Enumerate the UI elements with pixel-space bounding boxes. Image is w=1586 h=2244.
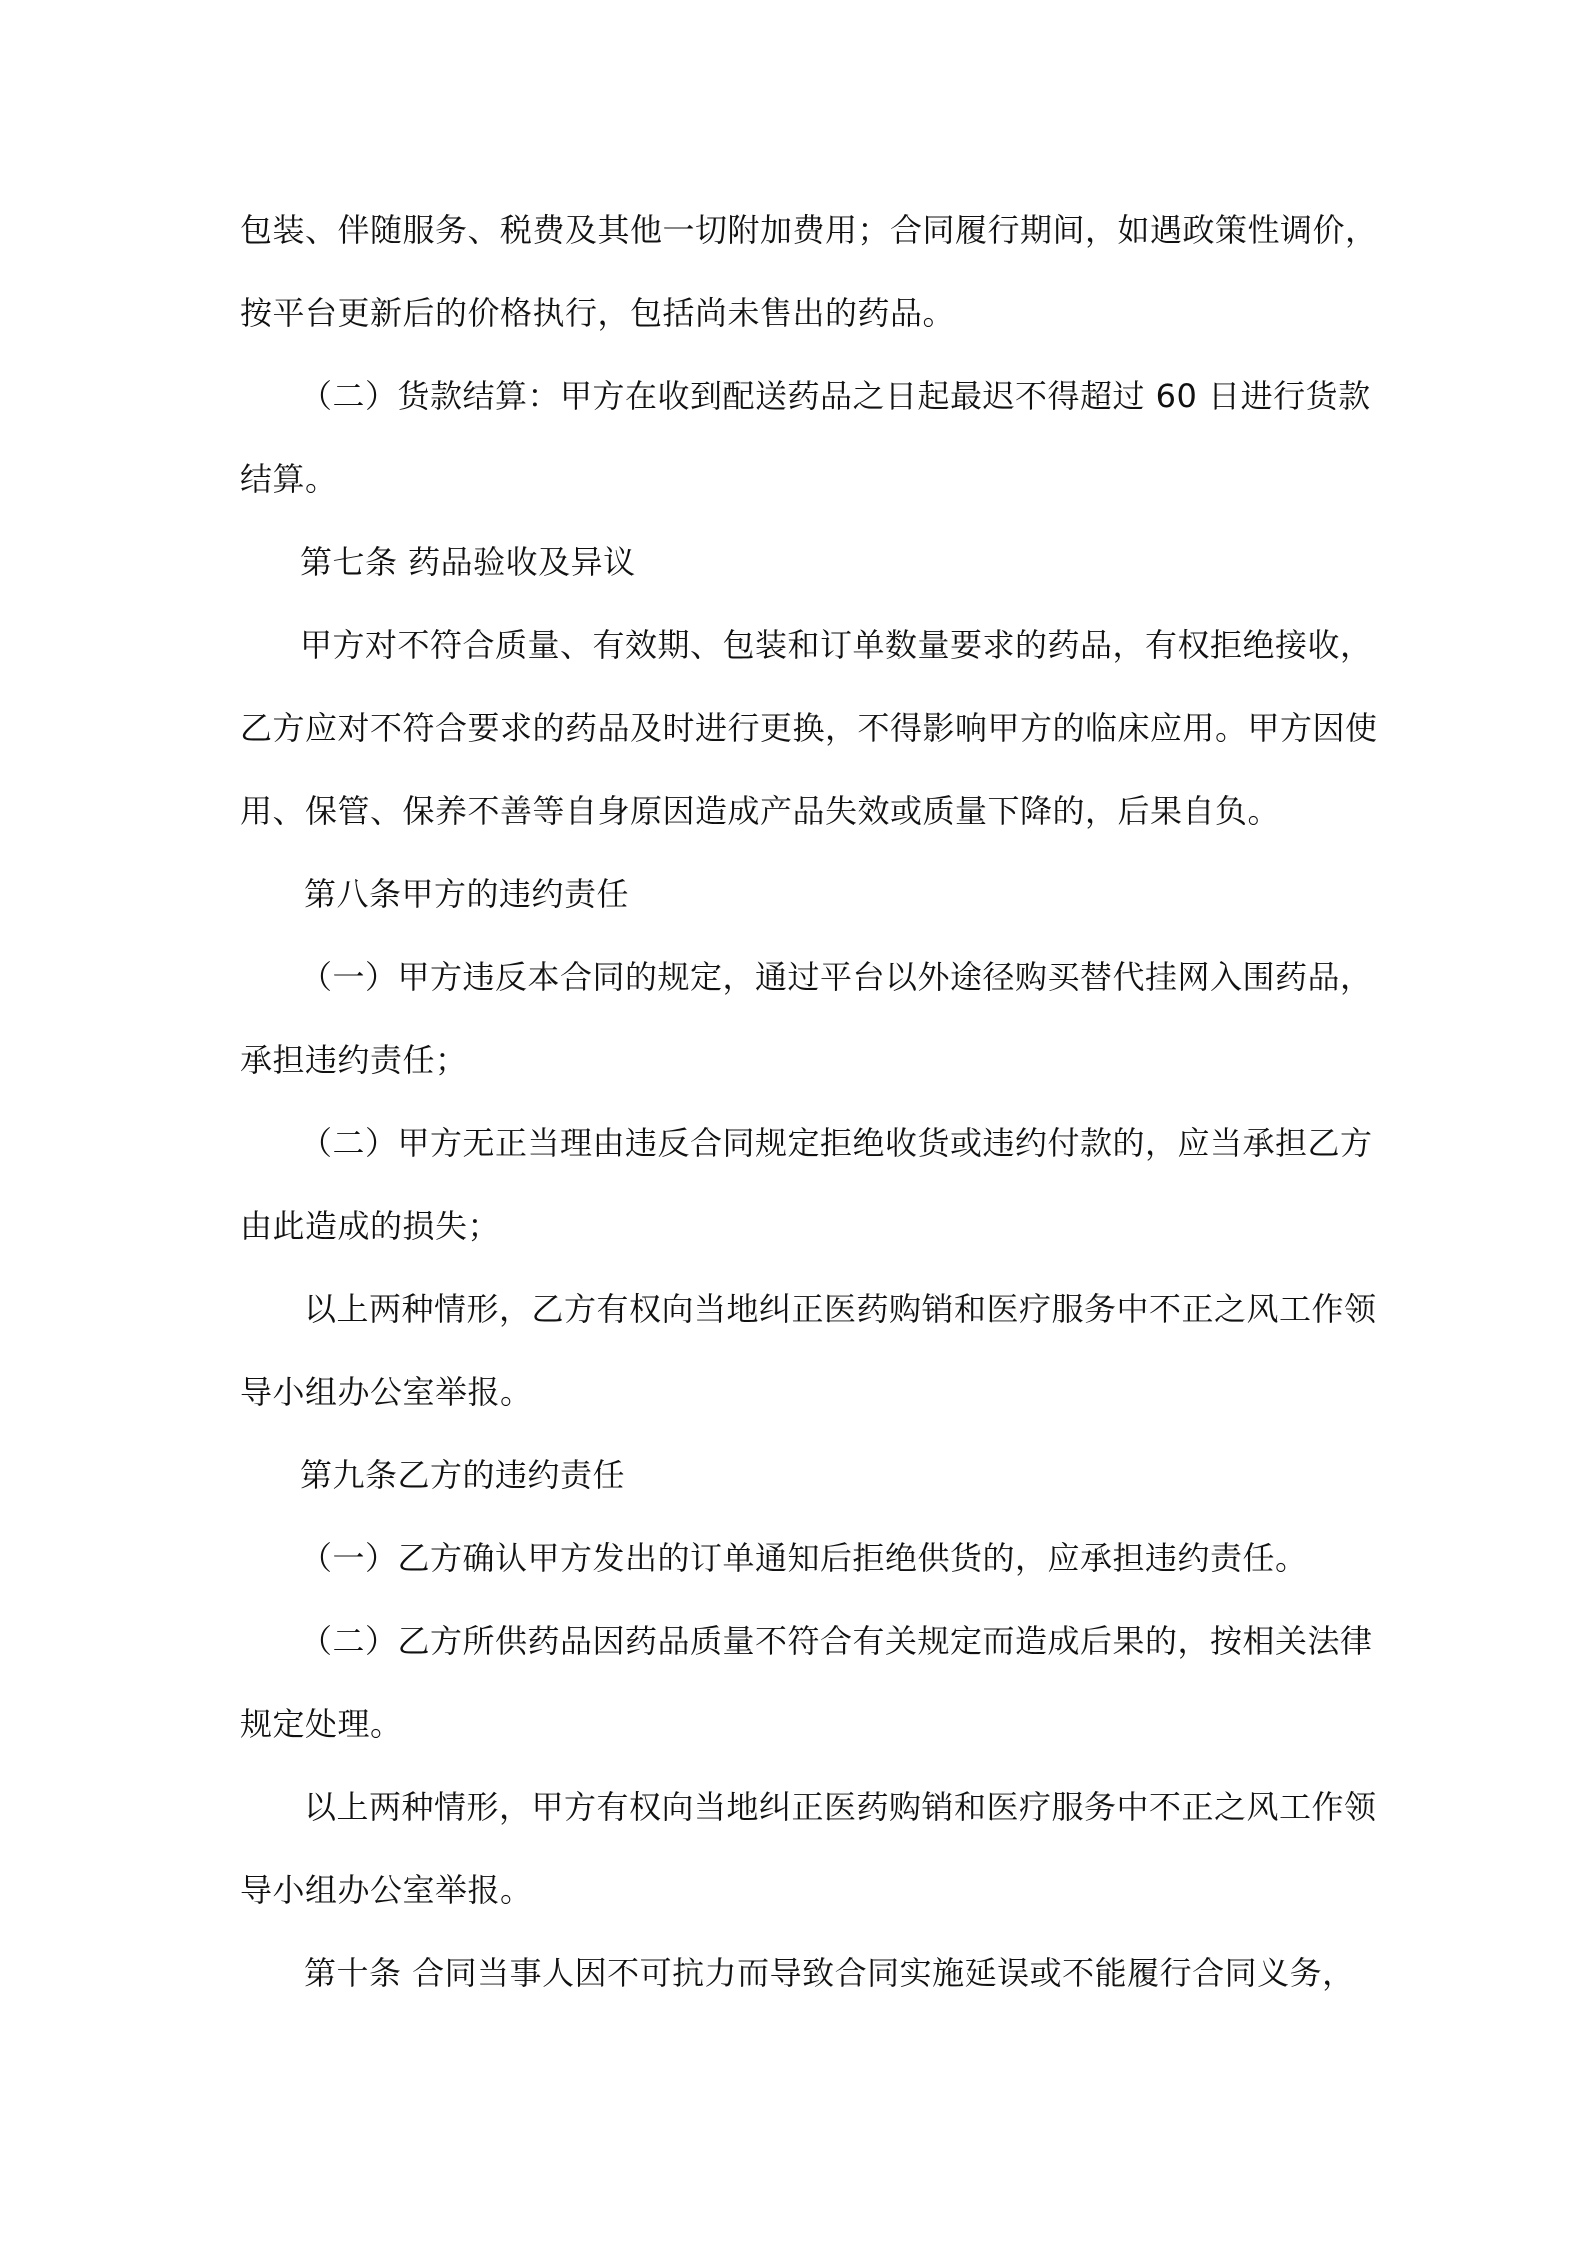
body-line: （二）甲方无正当理由违反合同规定拒绝收货或违约付款的，应当承担乙方 (300, 1124, 1373, 1162)
body-line: 导小组办公室举报。 (240, 1871, 533, 1909)
body-line: 导小组办公室举报。 (240, 1373, 533, 1411)
body-line: 由此造成的损失； (240, 1207, 501, 1245)
body-line: （二）货款结算：甲方在收到配送药品之日起最迟不得超过 60 日进行货款 (300, 377, 1371, 415)
body-line: （一）乙方确认甲方发出的订单通知后拒绝供货的，应承担违约责任。 (300, 1539, 1308, 1577)
body-line: 以上两种情形，甲方有权向当地纠正医药购销和医疗服务中不正之风工作领 (304, 1788, 1377, 1826)
body-line: 按平台更新后的价格执行，包括尚未售出的药品。 (240, 294, 956, 332)
article-heading: 第八条甲方的违约责任 (304, 875, 630, 913)
body-line: （二）乙方所供药品因药品质量不符合有关规定而造成后果的，按相关法律 (300, 1622, 1373, 1660)
body-line: 承担违约责任； (240, 1041, 468, 1079)
article-heading: 第七条 药品验收及异议 (300, 543, 636, 581)
body-line: 包装、伴随服务、税费及其他一切附加费用；合同履行期间，如遇政策性调价， (240, 211, 1378, 249)
body-line: 以上两种情形，乙方有权向当地纠正医药购销和医疗服务中不正之风工作领 (304, 1290, 1377, 1328)
body-line: 甲方对不符合质量、有效期、包装和订单数量要求的药品，有权拒绝接收， (300, 626, 1373, 664)
body-line: 乙方应对不符合要求的药品及时进行更换，不得影响甲方的临床应用。甲方因使 (240, 709, 1378, 747)
article-heading: 第十条 合同当事人因不可抗力而导致合同实施延误或不能履行合同义务， (304, 1954, 1355, 1992)
body-line: 规定处理。 (240, 1705, 403, 1743)
body-line: 用、保管、保养不善等自身原因造成产品失效或质量下降的，后果自负。 (240, 792, 1281, 830)
article-heading: 第九条乙方的违约责任 (300, 1456, 626, 1494)
body-line: 结算。 (240, 460, 338, 498)
body-line: （一）甲方违反本合同的规定，通过平台以外途径购买替代挂网入围药品， (300, 958, 1373, 996)
